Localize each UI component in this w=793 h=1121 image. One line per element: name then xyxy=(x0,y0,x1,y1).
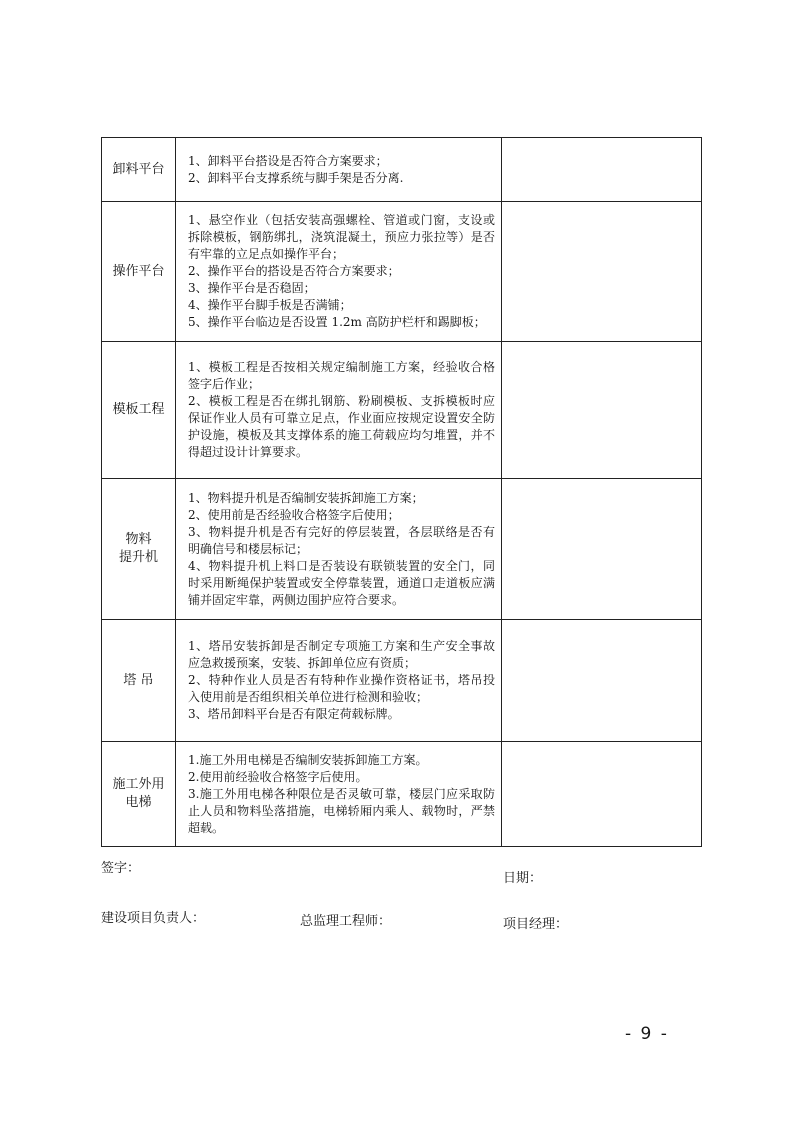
result-cell[interactable] xyxy=(502,620,702,742)
content-line: 4、操作平台脚手板是否满铺； xyxy=(188,298,352,312)
item-name-text: 电梯 xyxy=(125,795,152,810)
item-content-cell xyxy=(176,620,502,742)
table-row xyxy=(102,479,702,620)
content-line: 1、塔吊安装拆卸是否制定专项施工方案和生产安全事故应急救援预案，安装、拆卸单位应有资质； xyxy=(188,639,495,670)
content-line: 1、物料提升机是否编制安装拆卸施工方案； xyxy=(188,490,424,505)
content-line: 2、操作平台的搭设是否符合方案要求； xyxy=(188,264,400,278)
content-line: 3、物料提升机是否有完好的停层装置，各层联络是否有明确信号和楼层标记； xyxy=(188,524,495,556)
content-line: 1、模板工程是否按相关规定编制施工方案，经验收合格签字后作业； xyxy=(188,360,495,391)
result-cell[interactable] xyxy=(502,742,702,847)
item-name-text: 模板工程 xyxy=(112,402,165,417)
project-owner-label: 建设项目负责人： xyxy=(101,911,206,926)
item-name-cell xyxy=(102,138,176,202)
item-name-text: 卸料平台 xyxy=(112,161,165,177)
item-name-cell xyxy=(102,620,176,742)
content-line: 3.施工外用电梯各种限位是否灵敏可靠，楼层门应采取防止人员和物料坠落措施，电梯轿厢内乘人、载物时，严禁超载。 xyxy=(188,786,495,835)
content-line: 1、悬空作业（包括安装高强螺栓、管道或门窗，支设或拆除模板，钢筋绑扎，浇筑混凝土，预应力张拉等）是否有牢靠的立足点如操作平台； xyxy=(188,213,495,261)
table-row xyxy=(102,138,702,202)
result-cell[interactable] xyxy=(502,202,702,342)
item-name-cell xyxy=(102,202,176,342)
content-line: 2、模板工程是否在绑扎钢筋、粉刷模板、支拆模板时应保证作业人员有可靠立足点，作业面应按规定设置安全防护设施，模板及其支撑体系的施工荷载应均匀堆置，并不得超过设计计算要求。 xyxy=(188,394,495,459)
content-line: 3、操作平台是否稳固； xyxy=(188,281,316,295)
item-content-cell xyxy=(176,742,502,847)
item-name-text: 提升机 xyxy=(118,550,158,565)
content-line: 3、塔吊卸料平台是否有限定荷载标牌。 xyxy=(188,707,400,721)
inspection-table xyxy=(101,137,702,847)
table-row xyxy=(102,342,702,479)
item-name-text: 物料 xyxy=(125,532,152,547)
page-number: - 9 - xyxy=(625,1024,669,1044)
item-name-cell xyxy=(102,479,176,620)
content-line: 4、物料提升机上料口是否装设有联锁装置的安全门，同时采用断绳保护装置或安全停靠装置，通道口走道板应满铺并固定牢靠，两侧边围护应符合要求。 xyxy=(188,558,495,607)
signature-label: 签字： xyxy=(101,861,141,876)
item-content-cell xyxy=(176,138,502,202)
result-cell[interactable] xyxy=(502,342,702,479)
date-label: 日期： xyxy=(503,871,543,886)
result-cell[interactable] xyxy=(502,479,702,620)
content-line: 5、操作平台临边是否设置 1.2m 高防护栏杆和踢脚板； xyxy=(188,315,486,329)
item-name-text: 施工外用 xyxy=(112,777,165,792)
content-line: 1.施工外用电梯是否编制安装拆卸施工方案。 xyxy=(188,752,428,767)
content-line: 2、使用前是否经验收合格签字后使用； xyxy=(188,507,400,522)
item-name-cell xyxy=(102,342,176,479)
content-line: 2、特种作业人员是否有特种作业操作资格证书，塔吊投入使用前是否组织相关单位进行检测和验收； xyxy=(188,673,495,704)
chief-supervisor-label: 总监理工程师： xyxy=(300,914,392,929)
item-content-cell xyxy=(176,479,502,620)
item-content-cell xyxy=(176,342,502,479)
table-row xyxy=(102,742,702,847)
project-manager-label: 项目经理： xyxy=(503,917,569,932)
result-cell[interactable] xyxy=(502,138,702,202)
content-line: 2、卸料平台支撑系统与脚手架是否分离. xyxy=(188,170,404,185)
table-row xyxy=(102,620,702,742)
item-name-text: 塔 吊 xyxy=(123,672,154,688)
table-row xyxy=(102,202,702,342)
content-line: 1、卸料平台搭设是否符合方案要求； xyxy=(188,153,388,168)
item-content-cell xyxy=(176,202,502,342)
content-line: 2.使用前经验收合格签字后使用。 xyxy=(188,769,368,784)
item-name-cell xyxy=(102,742,176,847)
item-name-text: 操作平台 xyxy=(112,263,165,279)
